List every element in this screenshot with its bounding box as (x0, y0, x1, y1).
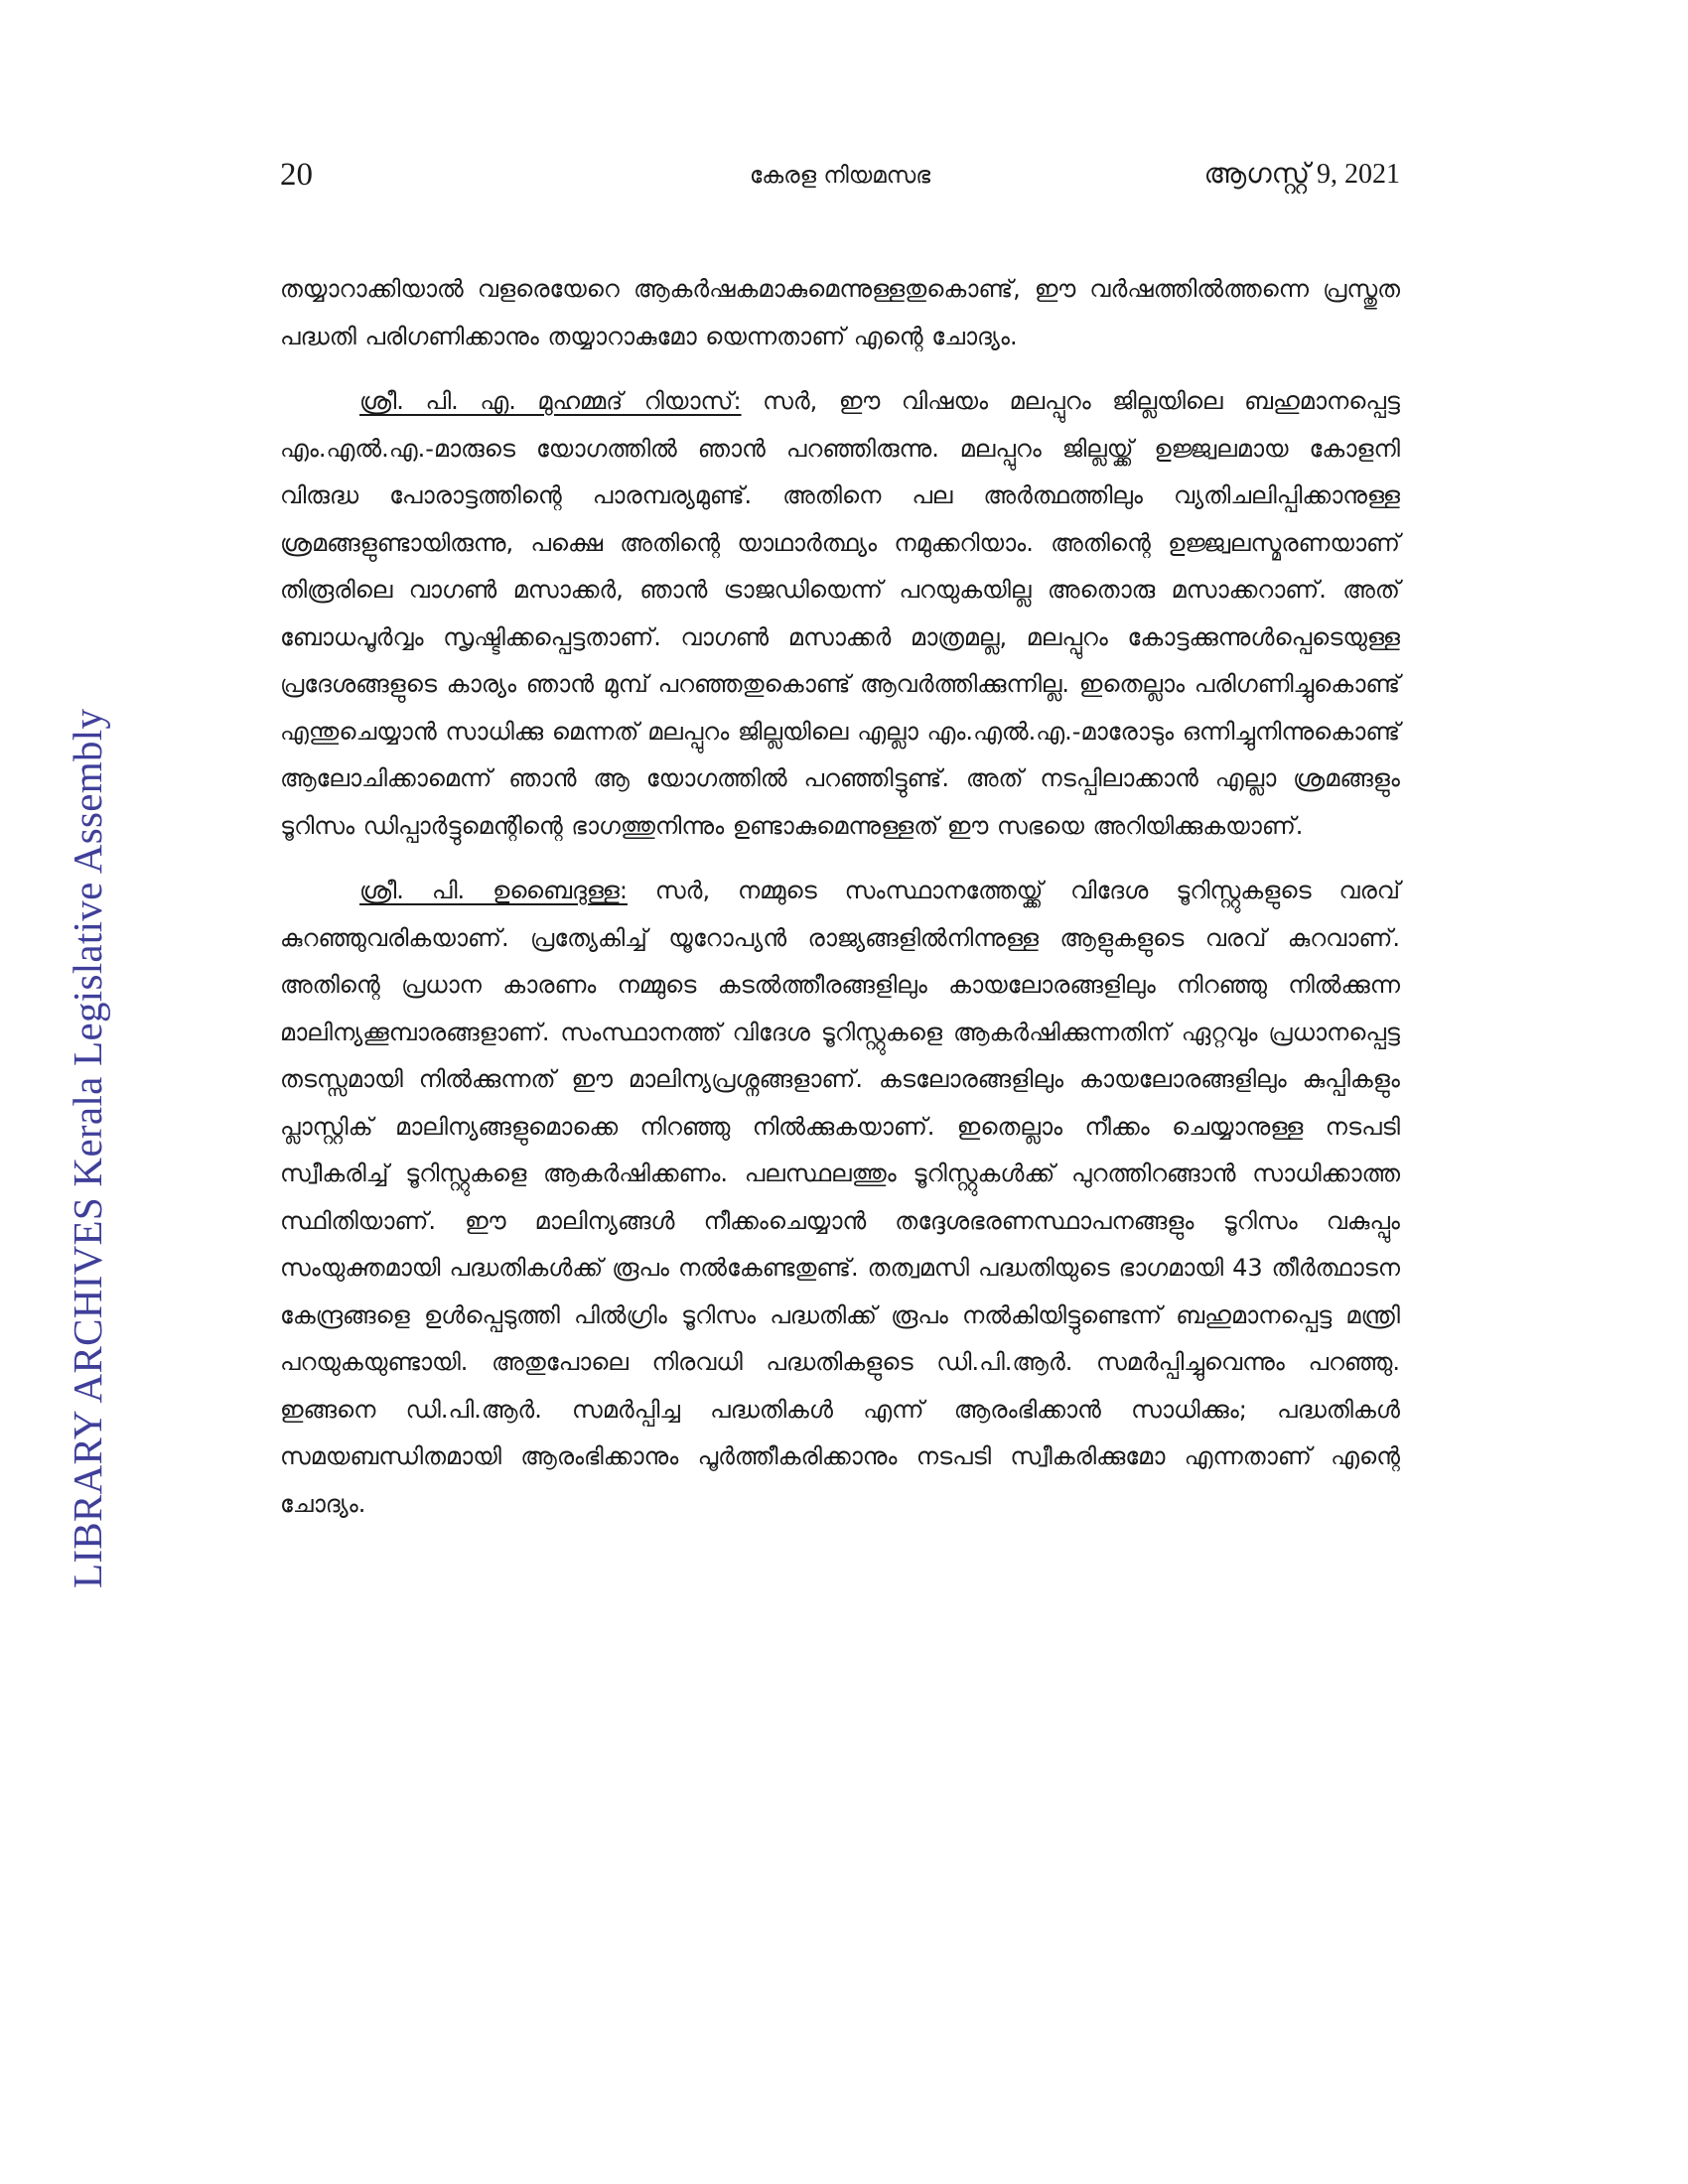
paragraph-speech-ubaidulla (280, 868, 1400, 1528)
page-number: 20 (280, 157, 313, 193)
paragraph-continuation: തയ്യാറാക്കിയാൽ വളരെയേറെ ആകർഷകമാകുമെന്നുള്ളതുകൊണ്ട്, ഈ വർഷത്തിൽത്തന്നെ പ്രസ്തുത പദ്ധതി പരിഗണിക്കാനും തയ്യാറാകുമോ യെന്നതാണ് എന്റെ ചോദ്യം. (280, 275, 1400, 350)
header-title: കേരള നിയമസഭ (749, 163, 931, 189)
speech-text: സർ, നമ്മുടെ സംസ്ഥാനത്തേയ്ക്ക് വിദേശ ടൂറിസ്റ്റുകളുടെ വരവ് കുറഞ്ഞുവരികയാണ്. പ്രത്യേകിച്ച് യൂറോപ്യൻ രാജ്യങ്ങളിൽനിന്നുള്ള ആളുകളുടെ വരവ് കുറവാണ്. അതിന്റെ പ്രധാന കാരണം നമ്മുടെ കടൽത്തീരങ്ങളിലും കായലോരങ്ങളിലും നിറഞ്ഞു നിൽക്കുന്ന മാലിന്യക്കൂമ്പാരങ്ങളാണ്. സംസ്ഥാനത്ത് വിദേശ ടൂറിസ്റ്റുകളെ ആകർഷിക്കുന്നതിന് ഏറ്റവും പ്രധാനപ്പെട്ട തടസ്സമായി നിൽക്കുന്നത് ഈ മാലിന്യപ്രശ്നങ്ങളാണ്. കടലോരങ്ങളിലും കായലോരങ്ങളിലും കുപ്പികളും പ്ലാസ്റ്റിക് മാലിന്യങ്ങളുമൊക്കെ നിറഞ്ഞു നിൽക്കുകയാണ്. ഇതെല്ലാം നീക്കം ചെയ്യാനുള്ള നടപടി സ്വീകരിച്ച് ടൂറിസ്റ്റുകളെ ആകർഷിക്കണം. പലസ്ഥലത്തും ടൂറിസ്റ്റുകൾക്ക് പുറത്തിറങ്ങാൻ സാധിക്കാത്ത സ്ഥിതിയാണ്. ഈ മാലിന്യങ്ങൾ നീക്കംചെയ്യാൻ തദ്ദേശഭരണസ്ഥാപനങ്ങളും ടൂറിസം വകുപ്പും സംയുക്തമായി പദ്ധതികൾക്ക് രൂപം നൽകേണ്ടതുണ്ട്. തത്വമസി പദ്ധതിയുടെ ഭാഗമായി 43 തീർത്ഥാടന കേന്ദ്രങ്ങളെ ഉൾപ്പെടുത്തി പിൽഗ്രിം ടൂറിസം പദ്ധതിക്ക് രൂപം നൽകിയിട്ടുണ്ടെന്ന് ബഹുമാനപ്പെട്ട മന്ത്രി പറയുകയുണ്ടായി. അതുപോലെ നിരവധി പദ്ധതികളുടെ ഡി.പി.ആർ. സമർപ്പിച്ചുവെന്നും പറഞ്ഞു. ഇങ്ങനെ ഡി.പി.ആർ. സമർപ്പിച്ച പദ്ധതികൾ എന്ന് ആരംഭിക്കാൻ സാധിക്കും; പദ്ധതികൾ സമയബന്ധിതമായി ആരംഭിക്കാനും പൂർത്തീകരിക്കാനും നടപടി സ്വീകരിക്കുമോ എന്നതാണ് എന്റെ ചോദ്യം. (280, 877, 1400, 1518)
document-body (280, 266, 1400, 1528)
page-header (280, 157, 1400, 206)
speaker-name: ശ്രീ. പി. എ. മുഹമ്മദ് റിയാസ്: (359, 387, 742, 415)
speech-text: സർ, ഈ വിഷയം മലപ്പുറം ജില്ലയിലെ ബഹുമാനപ്പെട്ട എം.എൽ.എ.-മാരുടെ യോഗത്തിൽ ഞാൻ പറഞ്ഞിരുന്നു. മലപ്പുറം ജില്ലയ്ക്ക് ഉജ്ജ്വലമായ കോളനി വിരുദ്ധ പോരാട്ടത്തിന്റെ പാരമ്പര്യമുണ്ട്. അതിനെ പല അർത്ഥത്തിലും വ്യതിചലിപ്പിക്കാനുള്ള ശ്രമങ്ങളുണ്ടായിരുന്നു, പക്ഷെ അതിന്റെ യാഥാർത്ഥ്യം നമുക്കറിയാം. അതിന്റെ ഉജ്ജ്വലസ്മരണയാണ് തിരൂരിലെ വാഗൺ മസാക്കർ, ഞാൻ ട്രാജഡിയെന്ന് പറയുകയില്ല അതൊരു മസാക്കറാണ്. അത് ബോധപൂർവ്വം സൃഷ്ടിക്കപ്പെട്ടതാണ്. വാഗൺ മസാക്കർ മാത്രമല്ല, മലപ്പുറം കോട്ടക്കുന്നുൾപ്പെടെയുള്ള പ്രദേശങ്ങളുടെ കാര്യം ഞാൻ മുമ്പ് പറഞ്ഞതുകൊണ്ട് ആവർത്തിക്കുന്നില്ല. ഇതെല്ലാം പരിഗണിച്ചുകൊണ്ട് എന്തുചെയ്യാൻ സാധിക്കു മെന്നത് മലപ്പുറം ജില്ലയിലെ എല്ലാ എം.എൽ.എ.-മാരോടും ഒന്നിച്ചുനിന്നുകൊണ്ട് ആലോചിക്കാമെന്ന് ഞാൻ ആ യോഗത്തിൽ പറഞ്ഞിട്ടുണ്ട്. അത് നടപ്പിലാക്കാൻ എല്ലാ ശ്രമങ്ങളും ടൂറിസം ഡിപ്പാർട്ടുമെന്റിന്റെ ഭാഗത്തുനിന്നും ഉണ്ടാകുമെന്നുള്ളത് ഈ സഭയെ അറിയിക്കുകയാണ്. (280, 387, 1400, 840)
header-date: ആഗസ്റ്റ് 9, 2021 (1203, 159, 1400, 190)
archive-watermark: LIBRARY ARCHIVES Kerala Legislative Assembly (65, 708, 110, 1588)
speaker-name: ശ്രീ. പി. ഉബൈദുള്ള: (359, 877, 628, 904)
paragraph-speech-riyas (280, 378, 1400, 850)
